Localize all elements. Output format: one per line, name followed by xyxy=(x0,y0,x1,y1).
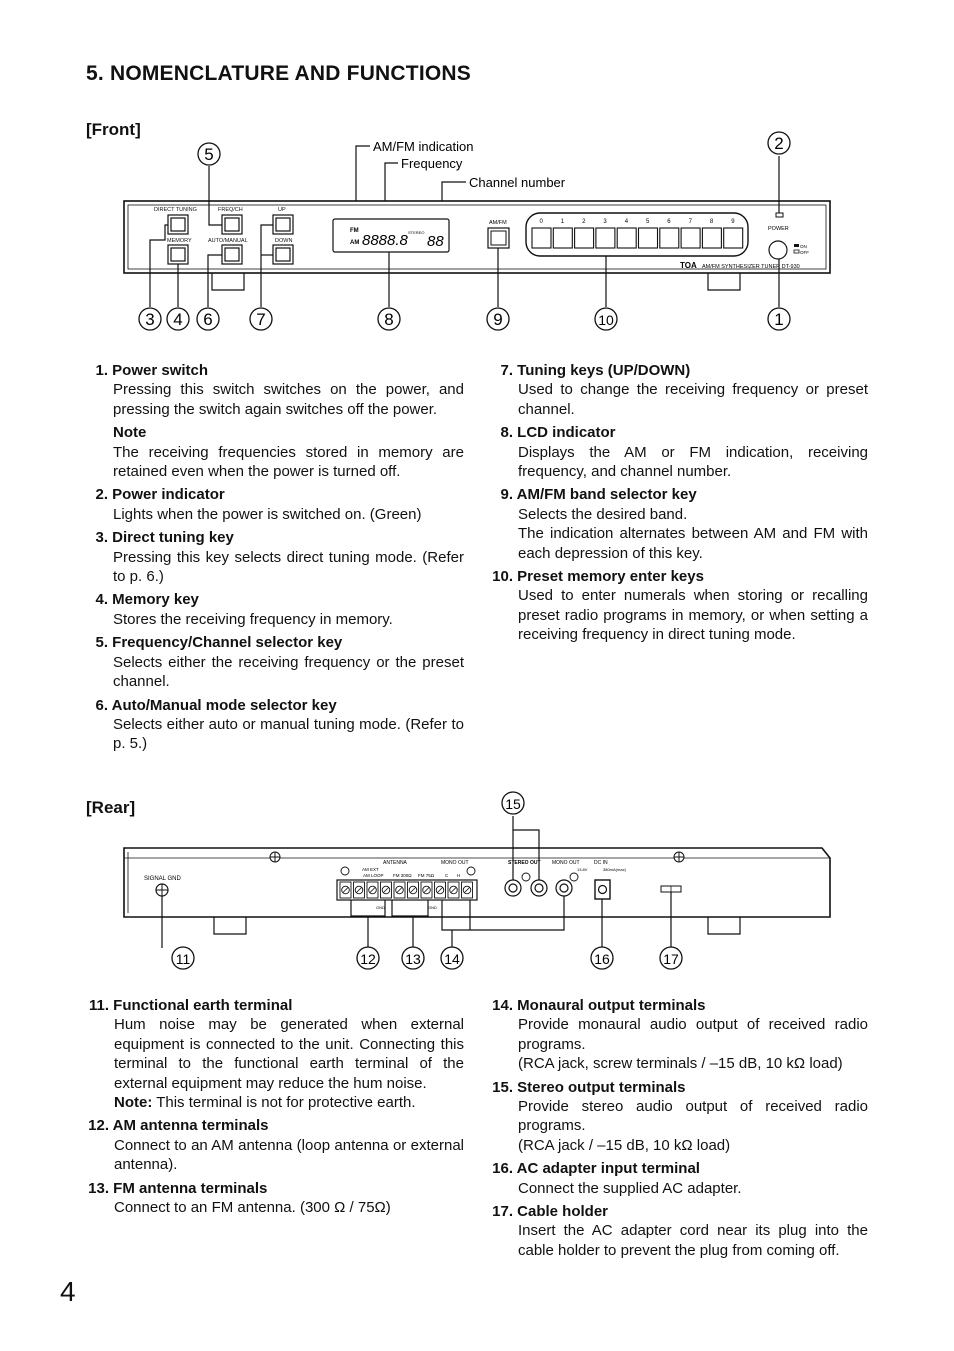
function-item-title: 10. Preset memory enter keys xyxy=(492,568,704,586)
callout-number: 1 xyxy=(774,310,784,329)
function-item xyxy=(86,1116,464,1174)
label-dc-spec: 13.8V xyxy=(577,867,588,872)
preset-key-9 xyxy=(724,228,743,248)
function-item-description: Insert the AC adapter cord near its plug into the cable holder to prevent the plug from coming off. xyxy=(518,1222,868,1259)
function-item-title: 9. AM/FM band selector key xyxy=(500,486,697,504)
preset-key-0 xyxy=(532,228,551,248)
function-item-description: Hum noise may be generated when external equipment is connected to the unit. Connecting this terminal to the functional earth terminal of the external equipment may reduce the hum noise. xyxy=(114,1016,464,1092)
function-item-title: 7. Tuning keys (UP/DOWN) xyxy=(500,362,691,379)
label-dc-in: DC IN xyxy=(594,860,608,866)
label-up: UP xyxy=(278,207,286,213)
function-item-description: Used to enter numerals when storing or recalling preset radio programs in memory, or when setting a receiving frequency in direct tuning mode. xyxy=(518,587,868,644)
label-on: ON xyxy=(800,244,807,249)
label-power: POWER xyxy=(768,226,789,232)
front-items-right xyxy=(490,361,868,649)
function-item-description: Selects either the receiving frequency or the preset channel. xyxy=(113,653,464,691)
rear-panel-diagram xyxy=(0,790,954,975)
function-item xyxy=(94,528,464,586)
preset-key-label: 5 xyxy=(646,219,650,225)
preset-key-label: 4 xyxy=(624,219,629,225)
label-am-fm: AM/FM xyxy=(489,220,507,226)
function-item-description: (RCA jack / –15 dB, 10 kΩ load) xyxy=(518,1136,731,1154)
function-item xyxy=(490,1202,868,1260)
page-number: 4 xyxy=(60,1276,76,1307)
label-freq-ch: FREQ/CH xyxy=(218,207,243,213)
callout-number: 4 xyxy=(173,310,183,329)
label-auto-manual: AUTO/MANUAL xyxy=(208,238,248,244)
lcd-channel: 88 xyxy=(427,233,444,250)
label-down: DOWN xyxy=(275,238,293,244)
note-text: The receiving frequencies stored in memory are retained even when the power is turned off. xyxy=(113,443,464,481)
function-item xyxy=(490,1159,868,1198)
preset-key-7 xyxy=(681,228,700,248)
function-item xyxy=(86,996,464,1112)
lcd-digits: 8888.8 xyxy=(362,232,408,249)
preset-key-label: 8 xyxy=(709,219,714,225)
preset-key-label: 7 xyxy=(688,219,692,225)
function-item-description: Connect the supplied AC adapter. xyxy=(518,1179,742,1197)
callout-number: 3 xyxy=(145,310,155,329)
function-item xyxy=(490,485,868,563)
function-item xyxy=(94,361,464,481)
preset-key-3 xyxy=(596,228,615,248)
callout-number: 14 xyxy=(444,951,460,967)
function-item-title: 3. Direct tuning key xyxy=(95,529,234,547)
label-dc-current: 380mA(max) xyxy=(603,867,626,872)
callout-number: 8 xyxy=(384,310,394,329)
function-item-description: Selects either auto or manual tuning mode. (Refer to p. 5.) xyxy=(113,715,464,753)
function-item xyxy=(86,1179,464,1218)
label-gnd-1: GND xyxy=(376,905,385,910)
label-am-loop: AM LOOP xyxy=(363,873,384,878)
rear-items-left xyxy=(86,996,464,1221)
label-c: C xyxy=(445,873,449,878)
function-item-title: 16. AC adapter input terminal xyxy=(492,1160,700,1178)
callout-number: 16 xyxy=(594,951,610,967)
lcd-am: AM xyxy=(350,240,360,246)
function-item-description: Selects the desired band. xyxy=(518,505,688,523)
label-fm-300: FM 300Ω xyxy=(393,873,412,878)
model-name: AM/FM SYNTHESIZER TUNER DT-930 xyxy=(702,264,800,270)
lcd-fm: FM xyxy=(350,228,359,234)
brand-logo: TOA xyxy=(680,261,697,270)
function-item-title: 13. FM antenna terminals xyxy=(88,1179,268,1197)
label-memory: MEMORY xyxy=(167,238,192,244)
label-mono-out: MONO OUT xyxy=(441,860,469,866)
callout-number: 5 xyxy=(204,145,214,164)
function-item xyxy=(490,567,868,645)
callout-number: 2 xyxy=(774,134,784,153)
callout-channel-number: Channel number xyxy=(469,175,566,190)
page-title: 5. NOMENCLATURE AND FUNCTIONS xyxy=(86,62,471,85)
function-item xyxy=(94,633,464,691)
front-panel-diagram xyxy=(0,130,954,340)
function-item-title: 12. AM antenna terminals xyxy=(88,1117,269,1135)
rear-items-right xyxy=(490,996,868,1264)
callout-number: 9 xyxy=(493,310,503,329)
function-item-description: Connect to an FM antenna. (300 Ω / 75Ω) xyxy=(114,1199,391,1217)
preset-key-label: 0 xyxy=(539,219,543,225)
function-item-description: Displays the AM or FM indication, receiving frequency, and channel number. xyxy=(518,443,868,481)
function-item-description: Provide stereo audio output of received radio programs. xyxy=(518,1098,868,1135)
function-item xyxy=(94,590,464,629)
callout-number: 12 xyxy=(360,951,376,967)
preset-key-label: 2 xyxy=(582,219,586,225)
preset-key-label: 6 xyxy=(667,219,671,225)
function-item-title: 15. Stereo output terminals xyxy=(492,1078,686,1096)
function-item-description: Pressing this switch switches on the power, and pressing the switch again switches off the power. xyxy=(113,381,464,418)
note-text: Note: This terminal is not for protective earth. xyxy=(114,1094,416,1112)
function-item-description: The indication alternates between AM and FM with each depression of this key. xyxy=(518,525,868,562)
preset-key-1 xyxy=(553,228,572,248)
preset-key-5 xyxy=(639,228,658,248)
function-item xyxy=(490,996,868,1074)
label-off: OFF xyxy=(800,250,809,255)
function-item-title: 1. Power switch xyxy=(95,362,209,379)
callout-frequency: Frequency xyxy=(401,156,463,171)
function-item-title: 8. LCD indicator xyxy=(500,424,616,442)
label-antenna: ANTENNA xyxy=(383,860,407,866)
callout-number: 10 xyxy=(598,312,614,328)
function-item-description: Provide monaural audio output of received radio programs. xyxy=(518,1016,868,1053)
label-fm-75: FM 75Ω xyxy=(418,873,435,878)
function-item-title: 17. Cable holder xyxy=(492,1203,609,1221)
function-item-description: Used to change the receiving frequency or preset channel. xyxy=(518,381,868,418)
note-heading: Note xyxy=(113,424,147,442)
front-items-left xyxy=(94,361,464,758)
callout-number: 13 xyxy=(405,951,421,967)
preset-key-8 xyxy=(702,228,721,248)
function-item xyxy=(490,423,868,481)
label-signal-gnd: SIGNAL GND xyxy=(144,876,181,882)
front-section-label: [Front] xyxy=(86,120,141,139)
label-h: H xyxy=(457,873,461,878)
function-item-title: 6. Auto/Manual mode selector key xyxy=(95,696,337,714)
label-am-ext: AM EXT xyxy=(362,867,379,872)
function-item-description: Pressing this key selects direct tuning mode. (Refer to p. 6.) xyxy=(113,548,464,586)
label-mono-out-2: MONO OUT xyxy=(552,860,580,866)
label-gnd-2: GND xyxy=(428,905,437,910)
callout-number: 11 xyxy=(175,951,191,967)
callout-number: 7 xyxy=(256,310,266,329)
callout-number: 6 xyxy=(203,310,213,329)
function-item-description: Connect to an AM antenna (loop antenna or external antenna). xyxy=(114,1136,464,1174)
function-item-description: (RCA jack, screw terminals / –15 dB, 10 kΩ load) xyxy=(518,1055,843,1073)
function-item-title: 2. Power indicator xyxy=(95,486,225,504)
function-item xyxy=(94,485,464,524)
preset-key-label: 1 xyxy=(560,219,565,225)
function-item-title: 14. Monaural output terminals xyxy=(492,997,706,1014)
rear-section-label: [Rear] xyxy=(86,798,136,817)
label-direct-tuning: DIRECT TUNING xyxy=(154,207,197,213)
function-item-description: Stores the receiving frequency in memory. xyxy=(113,610,393,628)
preset-key-2 xyxy=(575,228,594,248)
function-item-title: 4. Memory key xyxy=(95,591,199,609)
preset-key-label: 3 xyxy=(603,219,607,225)
callout-number: 15 xyxy=(505,796,521,812)
lcd-stereo: STEREO xyxy=(408,230,425,235)
function-item-description: Lights when the power is switched on. (Green) xyxy=(113,505,422,523)
function-item-title: 5. Frequency/Channel selector key xyxy=(95,634,343,652)
preset-key-label: 9 xyxy=(731,219,735,225)
preset-key-6 xyxy=(660,228,679,248)
function-item xyxy=(490,1078,868,1156)
function-item xyxy=(490,361,868,419)
callout-amfm-indication: AM/FM indication xyxy=(373,139,474,154)
preset-key-4 xyxy=(617,228,636,248)
function-item xyxy=(94,696,464,754)
label-stereo-out: STEREO OUT xyxy=(508,860,541,866)
callout-number: 17 xyxy=(663,951,679,967)
function-item-title: 11. Functional earth terminal xyxy=(88,997,293,1014)
